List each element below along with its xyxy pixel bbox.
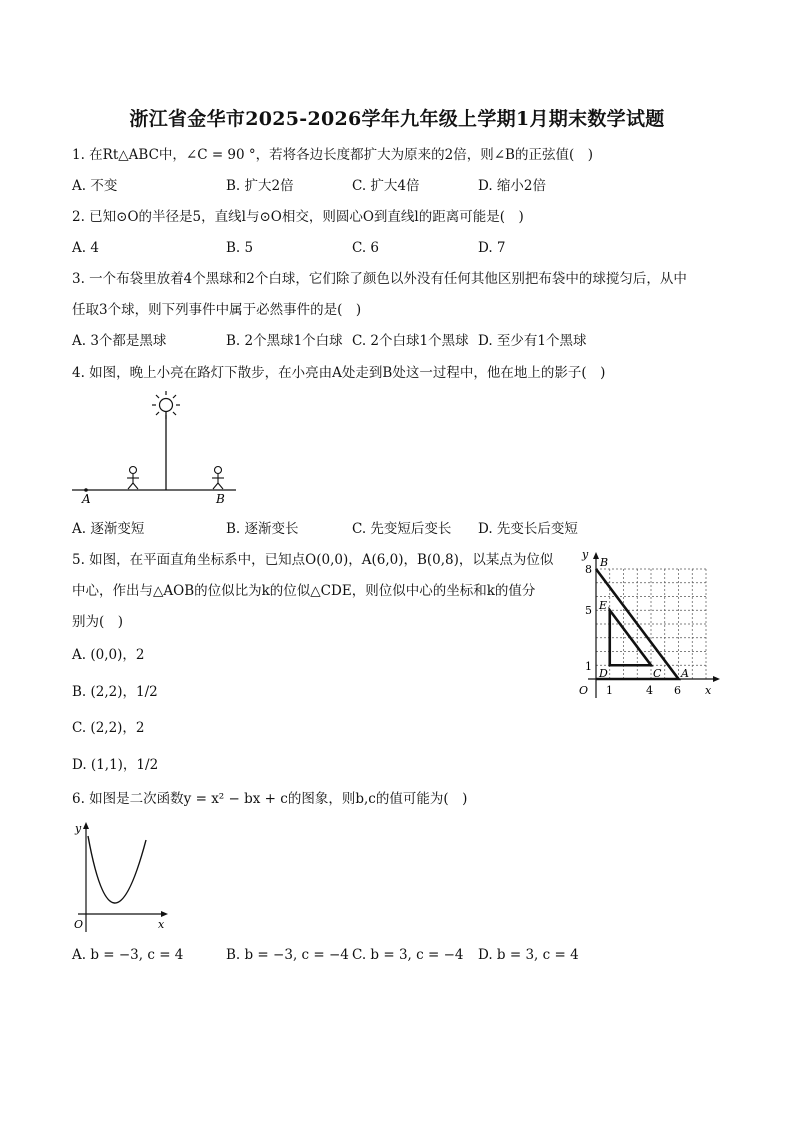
origin-label: O — [74, 918, 84, 931]
question-2-option-b: B. 5 — [226, 240, 254, 256]
point-c-label: C — [653, 667, 662, 680]
y-axis-arrow-icon — [593, 552, 599, 559]
point-a-label: A — [681, 667, 689, 680]
question-6-option-d: D. b = 3, c = 4 — [478, 947, 579, 963]
origin-label: O — [579, 684, 589, 697]
y-tick-1: 1 — [585, 660, 592, 673]
question-2-stem: 2. 已知⊙O的半径是5，直线l与⊙O相交，则圆心O到直线l的距离可能是( ) — [72, 209, 524, 225]
question-5-option-b: B. (2,2)，1/2 — [72, 684, 158, 700]
page-title: 浙江省金华市2025-2026学年九年级上学期1月期末数学试题 — [129, 108, 665, 130]
parabola-figure — [68, 818, 172, 936]
streetlight-figure — [70, 388, 240, 510]
label-b: B — [216, 492, 225, 506]
parabola-curve — [88, 836, 146, 903]
question-3-option-b: B. 2个黑球1个白球 — [226, 333, 343, 349]
x-tick-4: 4 — [646, 684, 653, 697]
question-5-stem-line2: 中心，作出与△AOB的位似比为k的位似△CDE，则位似中心的坐标和k的值分 — [72, 583, 536, 599]
question-2-option-c: C. 6 — [352, 240, 380, 256]
y-tick-8: 8 — [585, 563, 592, 576]
question-3-option-a: A. 3个都是黑球 — [72, 333, 167, 349]
y-axis-arrow-icon — [83, 822, 89, 829]
question-1-option-c: C. 扩大4倍 — [352, 178, 420, 194]
question-2-option-a: A. 4 — [72, 240, 99, 256]
question-4-option-c: C. 先变短后变长 — [352, 521, 452, 537]
question-5-option-c: C. (2,2)，2 — [72, 720, 145, 736]
point-b-label: B — [600, 556, 609, 569]
x-axis-arrow-icon — [161, 911, 168, 917]
person-left-icon — [127, 467, 139, 490]
x-axis-arrow-icon — [713, 676, 720, 682]
question-4-option-d: D. 先变长后变短 — [478, 521, 578, 537]
coordinate-figure — [574, 546, 724, 702]
question-4-option-b: B. 逐渐变长 — [226, 521, 299, 537]
grid — [596, 569, 706, 679]
question-6-stem: 6. 如图是二次函数y = x² − bx + c的图象，则b,c的值可能为( ) — [72, 791, 468, 807]
question-4-option-a: A. 逐渐变短 — [72, 521, 145, 537]
question-3-option-c: C. 2个白球1个黑球 — [352, 333, 469, 349]
question-3-stem-line1: 3. 一个布袋里放着4个黑球和2个白球，它们除了颜色以外没有任何其他区别把布袋中的球搅匀后，从中 — [72, 271, 687, 287]
question-3-option-d: D. 至少有1个黑球 — [478, 333, 587, 349]
question-1-option-b: B. 扩大2倍 — [226, 178, 294, 194]
point-d-label: D — [599, 667, 608, 680]
x-tick-6: 6 — [674, 684, 681, 697]
x-tick-1: 1 — [606, 684, 613, 697]
question-6-option-a: A. b = −3, c = 4 — [72, 947, 184, 963]
point-e-label: E — [599, 599, 608, 612]
question-6-option-c: C. b = 3, c = −4 — [352, 947, 464, 963]
label-a: A — [82, 492, 91, 506]
question-5-option-d: D. (1,1)，1/2 — [72, 757, 159, 773]
question-4-stem: 4. 如图，晚上小亮在路灯下散步，在小亮由A处走到B处这一过程中，他在地上的影子( ) — [72, 365, 606, 381]
question-1-stem: 1. 在Rt△ABC中，∠C = 90 °，若将各边长度都扩大为原来的2倍，则∠B的正弦值( ) — [72, 147, 594, 163]
question-2-option-d: D. 7 — [478, 240, 506, 256]
x-axis-label: x — [705, 684, 712, 697]
question-1-option-d: D. 缩小2倍 — [478, 178, 547, 194]
y-axis-label: y — [582, 548, 589, 561]
question-5-option-a: A. (0,0)，2 — [72, 647, 145, 663]
question-5-stem-line1: 5. 如图，在平面直角坐标系中，已知点O(0,0)，A(6,0)，B(0,8)，以某点为位似 — [72, 552, 554, 568]
x-axis-label: x — [158, 918, 165, 931]
question-1-option-a: A. 不变 — [72, 178, 118, 194]
y-axis-label: y — [75, 822, 82, 835]
question-3-stem-line2: 任取3个球，则下列事件中属于必然事件的是( ) — [72, 302, 362, 318]
question-5-stem-line3: 别为( ) — [72, 614, 124, 630]
question-6-option-b: B. b = −3, c = −4 — [226, 947, 349, 963]
person-right-icon — [212, 467, 224, 490]
y-tick-5: 5 — [585, 604, 592, 617]
